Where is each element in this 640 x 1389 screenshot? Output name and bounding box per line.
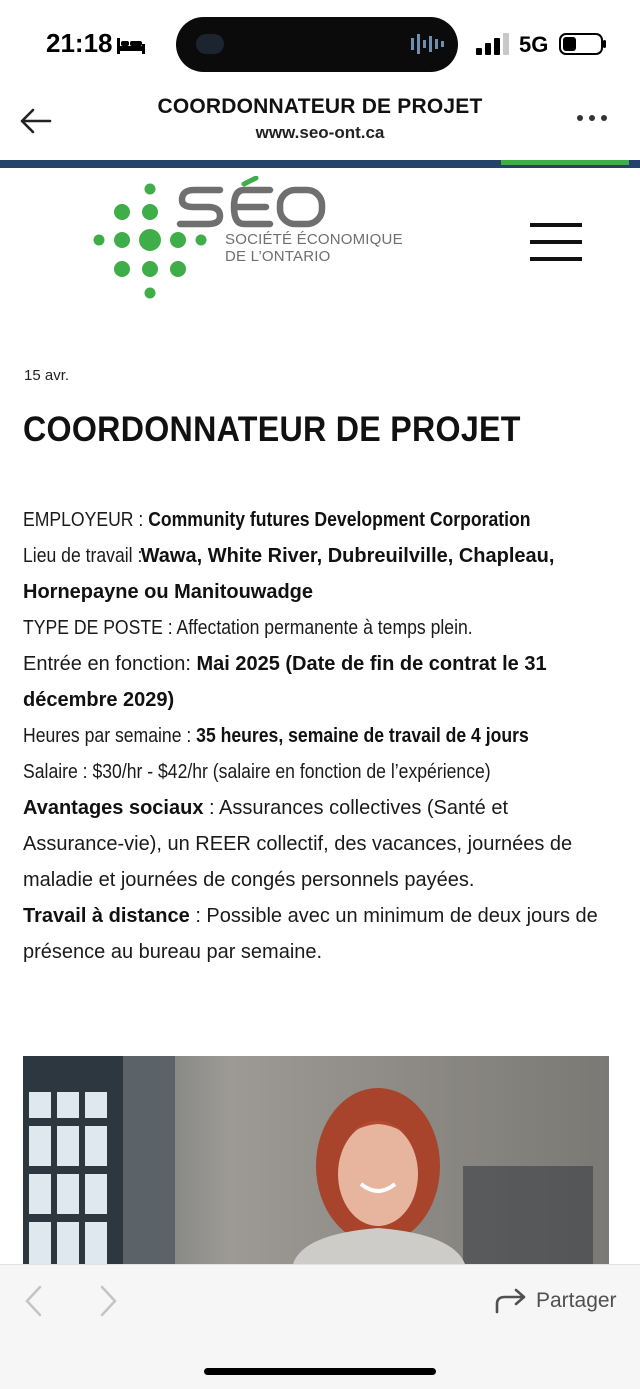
share-arrow-icon[interactable] <box>494 1288 528 1314</box>
chevron-left-icon[interactable] <box>22 1284 46 1318</box>
article-photo <box>23 1056 609 1264</box>
article-title: COORDONNATEUR DE PROJET <box>23 410 521 449</box>
hours-line: Heures par semaine : 35 heures, semaine de travail de 4 jours <box>23 725 529 747</box>
benefits-line: Avantages sociaux : Assurances collectives (Santé et Assurance-vie), un REER collectif, des vacances, journées de maladie et journées de congés personnels payées. <box>23 797 573 891</box>
logo-wordmark[interactable] <box>174 176 334 228</box>
more-icon[interactable] <box>574 112 610 124</box>
location-line: Lieu de travail :Wawa, White River, Dubreuilville, Chapleau, Hornepayne ou Manitouwadge <box>23 545 555 603</box>
signal-icon <box>476 33 510 55</box>
start-line: Entrée en fonction: Mai 2025 (Date de fin de contrat le 31 décembre 2029) <box>23 653 547 711</box>
logo-subtitle-line2: DE L’ONTARIO <box>225 248 331 265</box>
post-date: 15 avr. <box>24 367 70 384</box>
salary-line: Salaire : $30/hr - $42/hr (salaire en fonction de l’expérience) <box>23 761 491 783</box>
network-label: 5G <box>519 32 549 57</box>
bed-icon <box>117 36 145 54</box>
job-details <box>23 502 613 970</box>
back-arrow-icon[interactable] <box>16 106 54 136</box>
chevron-right-icon[interactable] <box>96 1284 120 1318</box>
logo-subtitle-line1: SOCIÉTÉ ÉCONOMIQUE <box>225 231 403 248</box>
page-title: COORDONNATEUR DE PROJET <box>157 95 483 118</box>
hours-value: 35 heures, semaine de travail de 4 jours <box>196 725 529 747</box>
share-button[interactable]: Partager <box>536 1289 617 1312</box>
battery-icon <box>559 32 607 56</box>
employer-line: EMPLOYEUR : Community futures Development Corporation <box>23 509 531 531</box>
remote-label: Travail à distance <box>23 905 190 927</box>
remote-line: Travail à distance : Possible avec un minimum de deux jours de présence au bureau par semaine. <box>23 905 598 963</box>
location-value: Wawa, White River, Dubreuilville, Chapleau, Hornepayne ou Manitouwadge <box>23 545 555 603</box>
audio-wave-icon <box>410 32 446 56</box>
page-url: www.seo-ont.ca <box>255 123 385 142</box>
hamburger-menu-icon[interactable] <box>529 222 583 262</box>
start-value: Mai 2025 (Date de fin de contrat le 31 décembre 2029) <box>23 653 547 711</box>
home-indicator <box>204 1368 436 1375</box>
type-line: TYPE DE POSTE : Affectation permanente à temps plein. <box>23 617 473 639</box>
status-time: 21:18 <box>46 28 113 58</box>
camera-activity-icon <box>196 34 224 54</box>
employer-value: Community futures Development Corporation <box>148 509 531 531</box>
benefits-label: Avantages sociaux <box>23 797 204 819</box>
header-accent <box>501 160 629 165</box>
